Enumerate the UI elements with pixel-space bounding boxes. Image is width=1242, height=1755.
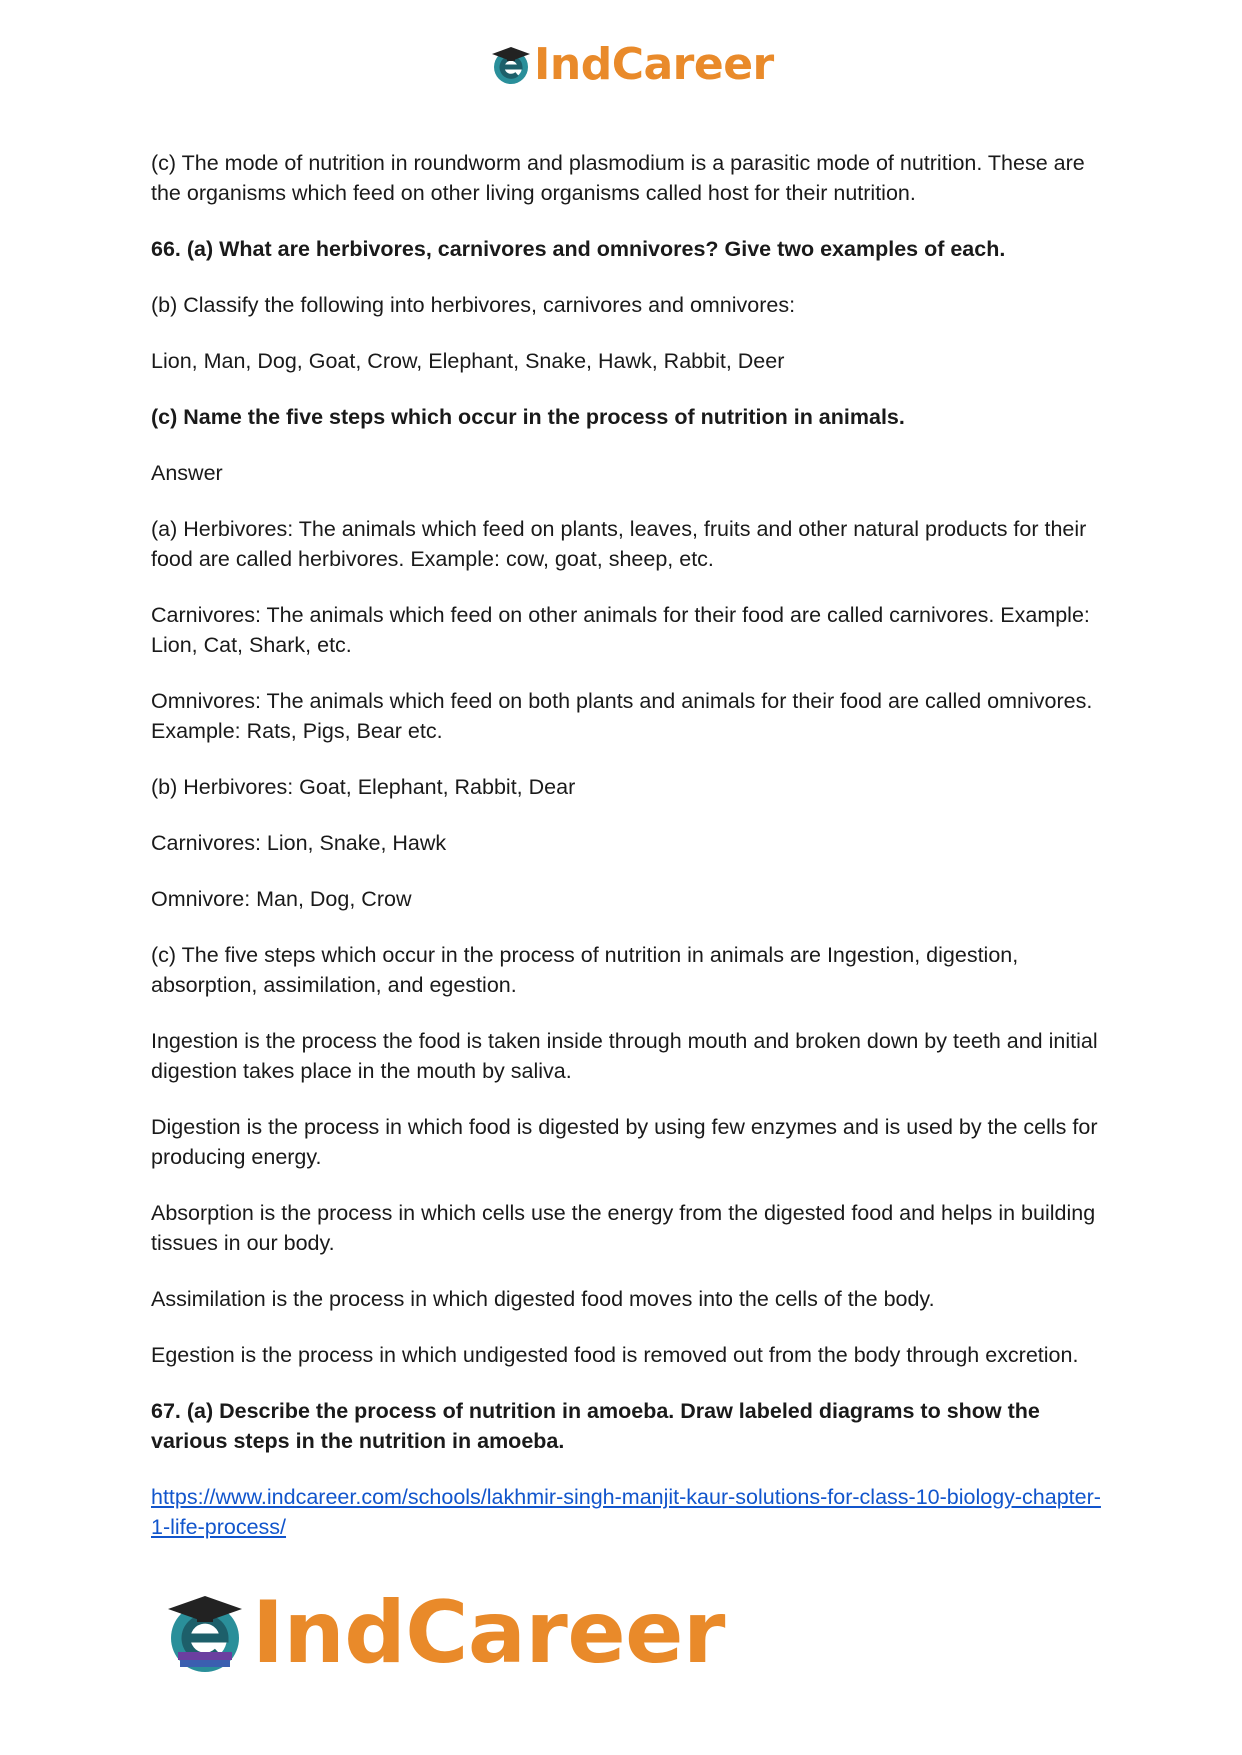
text-paragraph: (c) The mode of nutrition in roundworm and plasmodium is a parasitic mode of nutrition. These are the organisms which feed on other living organisms called host for their nutrition. — [151, 151, 1085, 205]
question-paragraph: 66. (a) What are herbivores, carnivores and omnivores? Give two examples of each. — [151, 237, 1006, 261]
logo-wordmark: IndCareer — [534, 39, 774, 90]
text-paragraph: Absorption is the process in which cells use the energy from the digested food and helps in building tissues in our body. — [151, 1201, 1096, 1255]
text-paragraph: Egestion is the process in which undigested food is removed out from the body through excretion. — [151, 1343, 1079, 1367]
text-paragraph: Omnivores: The animals which feed on both plants and animals for their food are called omnivores. Example: Rats, Pigs, Bear etc. — [151, 689, 1093, 743]
footer-logo — [162, 1583, 725, 1683]
text-paragraph: Lion, Man, Dog, Goat, Crow, Elephant, Snake, Hawk, Rabbit, Deer — [151, 349, 785, 373]
text-paragraph: Answer — [151, 461, 223, 485]
graduation-books-icon — [162, 1590, 248, 1676]
graduation-globe-icon — [490, 44, 532, 86]
text-paragraph: Carnivores: Lion, Snake, Hawk — [151, 831, 447, 855]
header-logo — [490, 40, 774, 90]
text-paragraph: Ingestion is the process the food is taken inside through mouth and broken down by teeth and initial digestion takes place in the mouth by saliva. — [151, 1029, 1098, 1083]
question-paragraph: 67. (a) Describe the process of nutrition in amoeba. Draw labeled diagrams to show the various steps in the nutrition in amoeba. — [151, 1399, 1040, 1453]
source-link-paragraph — [151, 1482, 1111, 1542]
text-paragraph: (a) Herbivores: The animals which feed on plants, leaves, fruits and other natural products for their food are called herbivores. Example: cow, goat, sheep, etc. — [151, 517, 1087, 571]
text-paragraph: (c) The five steps which occur in the process of nutrition in animals are Ingestion, digestion, absorption, assimilation, and egestion. — [151, 943, 1019, 997]
document-body — [151, 148, 1111, 1568]
paragraph-list — [151, 148, 1111, 1456]
text-paragraph: Assimilation is the process in which digested food moves into the cells of the body. — [151, 1287, 935, 1311]
text-paragraph: Omnivore: Man, Dog, Crow — [151, 887, 412, 911]
text-paragraph: (b) Classify the following into herbivores, carnivores and omnivores: — [151, 293, 796, 317]
question-paragraph: (c) Name the five steps which occur in the process of nutrition in animals. — [151, 405, 905, 429]
text-paragraph: Digestion is the process in which food is digested by using few enzymes and is used by the cells for producing energy. — [151, 1115, 1098, 1169]
logo-wordmark: IndCareer — [252, 1583, 725, 1683]
text-paragraph: Carnivores: The animals which feed on other animals for their food are called carnivores. Example: Lion, Cat, Shark, etc. — [151, 603, 1090, 657]
text-paragraph: (b) Herbivores: Goat, Elephant, Rabbit, Dear — [151, 775, 576, 799]
source-link[interactable]: https://www.indcareer.com/schools/lakhmir-singh-manjit-kaur-solutions-for-class-10-biology-chapter-1-life-process/ — [151, 1485, 1101, 1539]
